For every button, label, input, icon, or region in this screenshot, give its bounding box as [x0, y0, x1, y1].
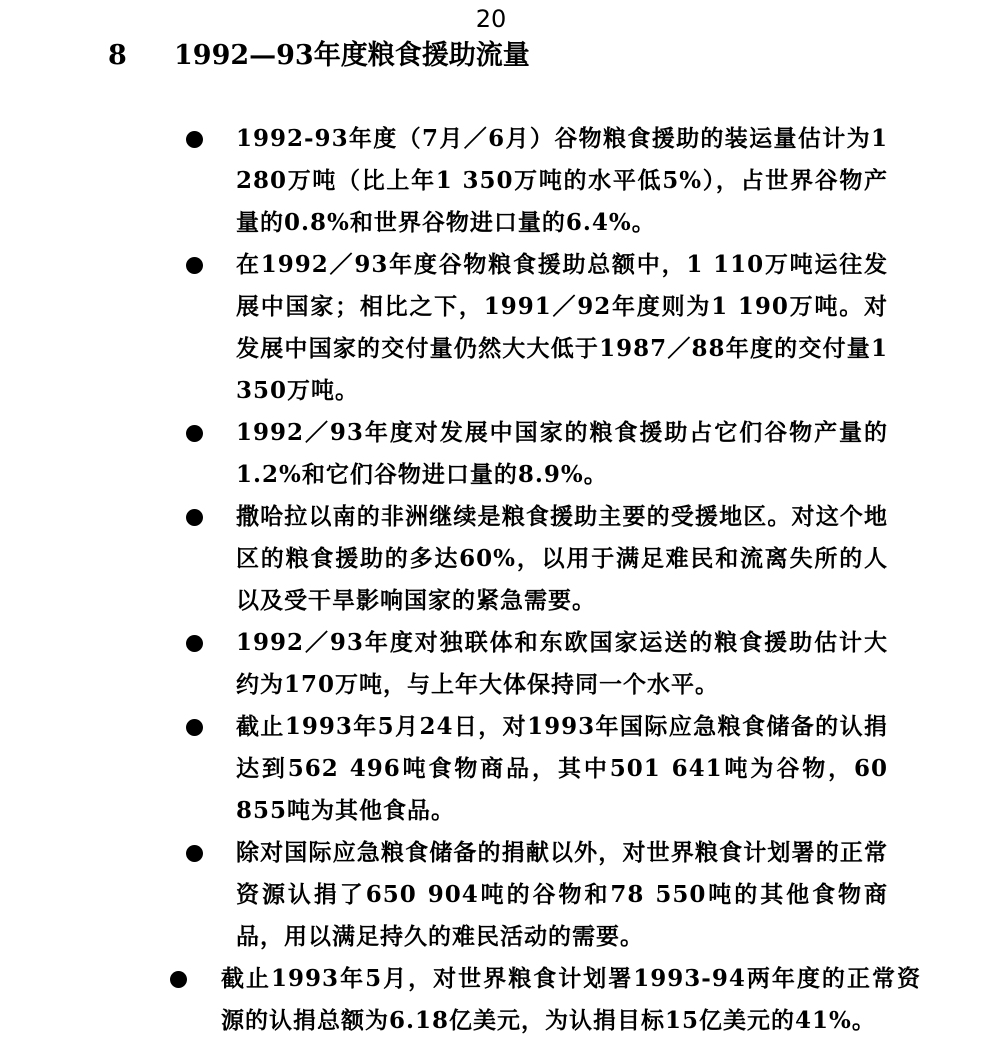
bullet-text: 1992／93年度对发展中国家的粮食援助占它们谷物产量的1.2%和它们谷物进口量的8.9%。 — [236, 419, 888, 488]
bullet-item — [0, 958, 921, 1042]
bullet-item — [0, 118, 888, 244]
bullet-dot — [186, 509, 203, 526]
bullet-text: 除对国际应急粮食储备的捐献以外，对世界粮食计划署的正常资源认捐了650 904吨的谷物和78 550吨的其他食物商品，用以满足持久的难民活动的需要。 — [236, 839, 888, 950]
page-number: 20 — [475, 5, 507, 33]
bullet-text: 1992／93年度对独联体和东欧国家运送的粮食援助估计大约为170万吨，与上年大体保持同一个水平。 — [236, 629, 888, 698]
bullet-dot — [186, 131, 203, 148]
bullet-dot — [186, 719, 203, 736]
bullet-dot — [186, 425, 203, 442]
bullet-item — [0, 244, 888, 412]
bullet-item — [0, 832, 888, 958]
bullet-dot — [186, 845, 203, 862]
bullet-item — [0, 496, 888, 622]
bullet-dot — [186, 257, 203, 274]
bullet-dot — [170, 971, 187, 988]
bullet-list — [0, 118, 1000, 1042]
section-heading — [108, 38, 530, 74]
bullet-text: 截止1993年5月，对世界粮食计划署1993-94两年度的正常资源的认捐总额为6.18亿美元，为认捐目标15亿美元的41%。 — [221, 965, 921, 1034]
section-number: 8 — [108, 40, 127, 71]
bullet-text: 在1992／93年度谷物粮食援助总额中，1 110万吨运往发展中国家；相比之下，1991／92年度则为1 190万吨。对发展中国家的交付量仍然大大低于1987／88年度的交付量1 350万吨。 — [236, 251, 888, 404]
section-title: 1992—93年度粮食援助流量 — [174, 40, 530, 71]
bullet-text: 1992-93年度（7月／6月）谷物粮食援助的装运量估计为1 280万吨（比上年1 350万吨的水平低5%），占世界谷物产量的0.8%和世界谷物进口量的6.4%。 — [236, 125, 888, 236]
bullet-text: 截止1993年5月24日，对1993年国际应急粮食储备的认捐达到562 496吨食物商品，其中501 641吨为谷物，60 855吨为其他食品。 — [236, 713, 888, 824]
bullet-text: 撒哈拉以南的非洲继续是粮食援助主要的受援地区。对这个地区的粮食援助的多达60%，以用于满足难民和流离失所的人以及受干旱影响国家的紧急需要。 — [236, 503, 888, 614]
bullet-dot — [186, 635, 203, 652]
bullet-item — [0, 622, 888, 706]
bullet-item — [0, 706, 888, 832]
bullet-item — [0, 412, 888, 496]
